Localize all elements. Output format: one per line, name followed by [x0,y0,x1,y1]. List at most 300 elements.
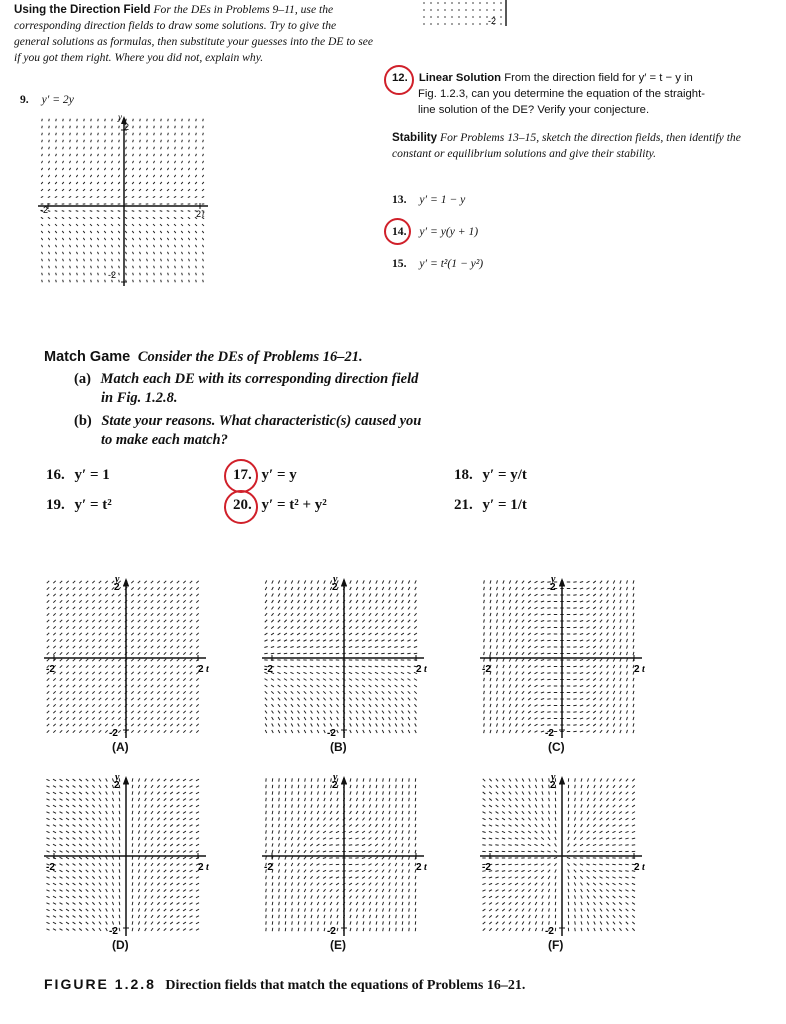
slope-segment [284,679,287,681]
slope-segment [620,626,621,629]
slope-segment [177,633,179,635]
slope-segment [164,613,166,615]
slope-segment [522,613,524,616]
slope-segment [46,929,49,930]
slope-segment [613,890,616,892]
slope-segment [581,804,582,807]
slope-segment [509,684,510,687]
slope-segment [620,691,621,694]
slope-segment [396,928,397,931]
slope-segment [73,652,75,654]
slope-segment [620,606,621,609]
slope-segment [509,909,511,911]
slope-segment [46,786,49,787]
slope-segment [389,870,391,873]
slope-segment [190,678,192,680]
slope-segment [534,724,537,726]
slope-segment [264,647,267,648]
slope-segment [174,231,176,233]
slope-segment [196,252,197,254]
slope-segment [383,798,384,801]
slope-segment [145,798,147,801]
slope-segment [409,882,410,885]
slope-segment [330,824,333,826]
slope-segment [541,608,544,609]
slope-segment [521,845,524,846]
slope-segment [497,600,498,603]
problem-9 [20,92,74,108]
slope-segment [99,896,101,899]
slope-segment [104,196,106,197]
slope-segment [106,779,108,782]
slope-segment [402,895,403,898]
slope-segment [157,876,159,879]
slope-segment [285,869,286,872]
slope-segment [330,831,333,833]
slope-segment [146,224,148,226]
slope-segment [401,679,404,681]
slope-segment [298,882,299,885]
slope-segment [357,921,358,924]
slope-segment [98,133,99,136]
slope-segment [395,698,397,701]
slope-segment [60,652,62,654]
slope-segment [402,882,403,885]
slope-segment [402,837,403,840]
slope-segment [60,626,62,628]
slope-segment [145,889,147,892]
slope-segment [66,691,68,693]
slope-segment [369,626,372,628]
slope-segment [139,231,141,233]
slope-segment [349,691,351,693]
slope-segment [118,189,120,191]
slope-segment [188,189,190,191]
slope-segment [98,252,99,254]
slope-segment [170,626,172,628]
slope-segment [613,691,614,694]
slope-segment [401,620,403,622]
slope-segment [125,168,126,170]
slope-segment [146,168,147,170]
slope-segment [490,639,491,642]
slope-segment [53,922,56,924]
slope-segment [42,252,43,254]
slope-segment [376,798,377,801]
slope-segment [170,837,173,839]
slope-segment [317,864,320,866]
slope-segment [606,805,608,808]
slope-segment [146,182,148,184]
slope-segment [402,902,403,905]
slope-segment [329,851,332,852]
slope-segment [350,607,352,610]
slope-segment [600,652,602,655]
slope-segment [305,798,306,801]
slope-segment [336,613,338,616]
slope-segment [170,831,173,833]
slope-segment [86,607,88,609]
slope-segment [92,633,94,635]
slope-segment [170,646,172,648]
slope-segment [189,273,190,276]
slope-segment [92,685,94,687]
slope-segment [580,595,583,596]
slope-segment [317,844,320,846]
problem-number: 16. [46,467,65,483]
slope-segment [183,581,185,583]
slope-segment [183,652,185,654]
slope-segment [111,189,113,191]
slope-segment [73,730,75,732]
slope-segment [46,896,49,897]
problem-18 [454,467,527,484]
slope-segment [402,600,404,603]
slope-segment [177,717,179,719]
slope-segment [555,837,556,840]
slope-segment [568,844,570,847]
slope-segment [336,883,339,885]
slope-segment [375,640,378,641]
problem-equation: y′ = t² + y² [261,497,327,513]
slope-segment [607,613,609,616]
slope-segment [625,838,628,839]
slope-segment [389,600,391,603]
slope-segment [382,817,383,820]
slope-segment [382,711,384,714]
slope-segment [362,613,364,616]
slope-segment [580,831,582,834]
slope-segment [482,838,485,839]
slope-segment [284,691,286,693]
slope-segment [112,704,114,706]
slope-segment [363,921,364,924]
slope-segment [600,824,603,826]
slope-segment [632,818,635,820]
slope-segment [484,678,485,681]
slope-segment [160,161,161,163]
slope-segment [522,594,524,597]
slope-segment [534,718,537,720]
slope-segment [625,825,628,826]
slope-segment [516,587,518,590]
slope-segment [97,217,99,218]
slope-segment [119,147,120,149]
slope-segment [285,717,287,720]
slope-segment [151,824,153,827]
slope-segment [181,211,184,212]
slope-segment [375,633,378,635]
slope-segment [183,909,186,911]
slope-segment [279,804,280,807]
slope-segment [157,857,159,860]
slope-segment [632,785,634,787]
slope-segment [336,698,338,701]
slope-segment [626,909,629,911]
slope-segment [157,581,159,583]
slope-segment [157,698,159,700]
slope-segment [63,126,64,129]
slope-segment [112,902,113,905]
slope-segment [627,723,628,726]
slope-segment [164,876,167,878]
slope-segment [627,587,628,590]
slope-segment [606,825,609,827]
slope-segment [140,273,141,276]
slope-segment [48,231,50,233]
slope-segment [132,882,133,885]
slope-segment [369,896,371,899]
slope-segment [265,730,267,733]
slope-segment [414,640,417,641]
slope-segment [515,889,518,891]
slope-segment [304,844,306,847]
slope-segment [593,613,596,615]
slope-segment [112,863,113,866]
slope-segment [190,717,192,719]
slope-segment [594,902,596,905]
slope-segment [516,928,518,931]
slope-segment [190,896,193,898]
slope-segment [522,600,524,603]
slope-segment [125,231,127,233]
slope-segment [181,224,183,226]
slope-segment [522,902,524,905]
slope-segment [99,889,101,892]
slope-segment [183,620,185,622]
slope-segment [138,665,140,667]
slope-segment [369,818,371,821]
slope-segment [202,238,203,240]
slope-segment [164,837,167,839]
slope-segment [362,838,365,840]
slope-segment [535,870,538,872]
slope-segment [522,831,525,833]
slope-segment [291,717,293,720]
slope-segment [502,896,505,898]
slope-segment [350,711,352,714]
slope-segment [151,620,153,622]
slope-segment [408,620,410,622]
slope-segment [265,607,267,610]
slope-segment [304,857,306,860]
slope-segment [503,710,504,713]
slope-segment [66,678,68,680]
slope-segment [119,863,120,866]
slope-segment [381,647,384,648]
slope-segment [76,189,78,191]
slope-segment [522,724,524,727]
tick-label-x-neg2: -2 [264,862,273,873]
slope-segment [291,587,293,590]
slope-segment [304,580,305,583]
slope-segment [613,606,614,609]
slope-segment [60,799,63,801]
slope-segment [607,626,609,629]
slope-segment [330,594,332,597]
slope-segment [153,245,154,247]
slope-segment [189,133,190,136]
slope-segment [415,600,417,603]
slope-segment [317,902,318,905]
slope-segment [516,613,518,616]
slope-segment [203,140,204,143]
slope-segment [182,126,183,129]
slope-segment [522,691,524,694]
slope-segment [62,224,64,226]
slope-segment [502,779,504,782]
slope-segment [376,778,377,781]
slope-segment [402,594,404,597]
slope-segment [86,883,89,885]
slope-segment [66,600,68,602]
slope-segment [362,620,364,622]
slope-segment [586,851,589,852]
slope-segment [593,883,596,885]
slope-segment [297,691,299,693]
slope-segment [586,653,589,655]
slope-segment [151,883,153,886]
slope-segment [106,811,108,814]
slope-segment [600,811,602,814]
slope-segment [396,895,397,898]
slope-segment [401,666,404,667]
slope-segment [409,804,410,807]
slope-segment [265,620,267,622]
slope-segment [126,273,127,276]
slope-segment [395,691,397,693]
slope-segment [70,273,71,276]
slope-segment [138,882,139,885]
tick-label-x-neg2: -2 [264,664,273,675]
slope-segment [175,252,176,254]
slope-segment [60,711,62,713]
slope-segment [90,189,92,191]
slope-segment [272,876,273,879]
slope-segment [164,672,166,674]
slope-segment [369,691,371,693]
slope-segment [118,594,120,596]
slope-segment [111,224,113,226]
slope-segment [389,908,390,911]
slope-segment [304,804,305,807]
slope-segment [41,245,42,247]
slope-segment [298,711,300,714]
slope-segment [607,652,609,655]
slope-segment [188,224,190,226]
slope-segment [521,838,524,839]
slope-segment [272,798,273,801]
problem-number: 20. [233,497,252,513]
slope-segment [502,805,505,807]
slope-segment [66,646,68,648]
slope-segment [414,647,417,648]
slope-segment [600,778,602,781]
slope-segment [60,594,62,596]
slope-segment [177,711,179,713]
slope-segment [329,647,332,648]
slope-segment [495,871,498,872]
slope-segment [140,119,141,122]
slope-segment [534,692,537,694]
slope-segment [132,168,133,170]
slope-segment [62,231,64,233]
slope-segment [55,231,57,233]
slope-segment [496,792,498,794]
slope-segment [53,724,55,726]
slope-segment [633,593,634,596]
slope-segment [298,902,299,905]
slope-segment [311,895,312,898]
slope-segment [593,711,596,713]
slope-segment [70,140,71,143]
slope-segment [131,587,133,589]
slope-segment [503,704,504,707]
slope-segment [304,895,305,898]
slope-segment [73,786,76,788]
slope-segment [146,175,147,177]
slope-segment [580,582,583,583]
slope-segment [105,273,106,276]
slope-segment [586,627,589,629]
slope-segment [395,837,396,840]
slope-segment [86,863,89,865]
slope-segment [370,791,371,794]
slope-segment [508,845,511,846]
slope-segment [86,870,89,872]
slope-segment [382,587,384,590]
slope-segment [330,633,333,635]
slope-segment [112,672,114,674]
slope-segment [183,730,185,732]
problem-19 [46,497,112,514]
slope-segment [131,717,133,719]
slope-segment [83,161,84,163]
slope-segment [157,730,159,732]
slope-segment [600,698,602,701]
slope-segment [515,870,518,871]
slope-segment [632,779,634,781]
slope-segment [90,211,93,212]
slope-segment [285,928,286,931]
slope-segment [330,600,332,603]
slope-segment [49,252,50,254]
slope-segment [161,133,162,136]
slope-segment [177,909,180,911]
problem-equation: y′ = 1 [74,467,110,483]
slope-segment [112,915,113,918]
slope-segment [291,704,293,707]
slope-segment [119,266,120,268]
slope-segment [66,659,68,661]
slope-segment [619,818,622,820]
slope-segment [297,647,300,648]
slope-segment [362,685,365,687]
slope-segment [317,613,319,616]
slope-segment [146,196,148,197]
slope-segment [42,126,43,129]
y-axis-arrow [559,776,565,784]
slope-segment [586,685,589,687]
slope-segment [600,594,602,597]
slope-segment [625,883,628,884]
slope-segment [92,889,94,892]
slope-segment [202,168,203,170]
slope-segment [581,902,582,905]
slope-segment [99,928,101,931]
slope-segment [516,678,518,681]
slope-segment [154,133,155,136]
